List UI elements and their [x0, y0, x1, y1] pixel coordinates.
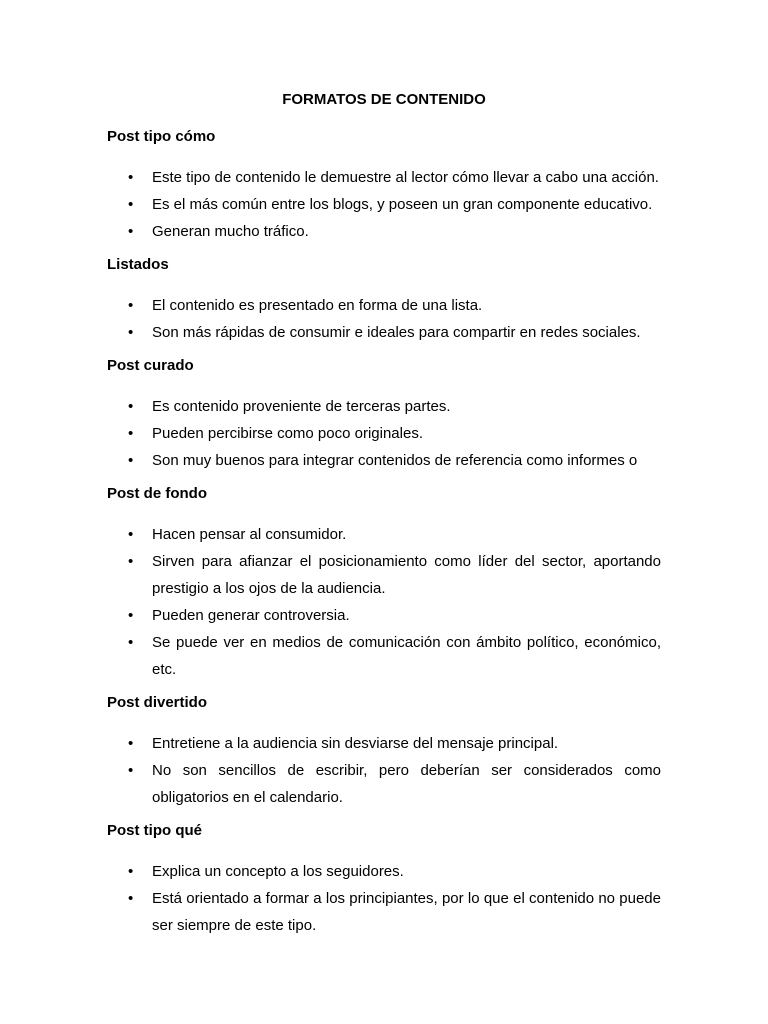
list-item-text: Se puede ver en medios de comunicación con ámbito político, económico, etc.	[152, 634, 661, 678]
list-item-text: Explica un concepto a los seguidores.	[152, 863, 404, 880]
list-item-text: Entretiene a la audiencia sin desviarse del mensaje principal.	[152, 735, 559, 752]
bullet-icon: •	[128, 607, 134, 624]
bullet-list	[107, 292, 661, 346]
list-item	[107, 548, 661, 602]
bullet-icon: •	[128, 223, 134, 240]
bullet-list	[107, 858, 661, 939]
section-heading: Post tipo qué	[107, 822, 202, 839]
list-item	[107, 447, 661, 474]
list-item	[107, 730, 661, 757]
list-item	[107, 191, 661, 218]
document-section	[107, 693, 661, 811]
section-heading: Listados	[107, 256, 169, 273]
bullet-icon: •	[128, 425, 134, 442]
document-page	[107, 90, 661, 949]
section-heading: Post divertido	[107, 694, 208, 711]
list-item-text: Son muy buenos para integrar contenidos de referencia como informes o	[152, 452, 638, 469]
list-item-text: Es contenido proveniente de terceras partes.	[152, 398, 451, 415]
list-item-text: Este tipo de contenido le demuestre al lector cómo llevar a cabo una acción.	[152, 169, 659, 186]
list-item	[107, 292, 661, 319]
bullet-list	[107, 164, 661, 245]
document-body	[107, 127, 661, 939]
document-title: FORMATOS DE CONTENIDO	[282, 91, 486, 108]
list-item	[107, 602, 661, 629]
bullet-icon: •	[128, 634, 134, 651]
list-item	[107, 164, 661, 191]
bullet-icon: •	[128, 526, 134, 543]
list-item-text: Generan mucho tráfico.	[152, 223, 309, 240]
list-item-text: Pueden generar controversia.	[152, 607, 350, 624]
section-heading: Post de fondo	[107, 485, 207, 502]
list-item-text: Son más rápidas de consumir e ideales para compartir en redes sociales.	[152, 324, 641, 341]
list-item	[107, 858, 661, 885]
bullet-icon: •	[128, 735, 134, 752]
list-item	[107, 521, 661, 548]
list-item-text: No son sencillos de escribir, pero deberían ser considerados como obligatorios en el calendario.	[152, 762, 661, 806]
document-section	[107, 821, 661, 939]
list-item-text: Hacen pensar al consumidor.	[152, 526, 347, 543]
section-heading: Post curado	[107, 357, 194, 374]
section-heading: Post tipo cómo	[107, 128, 216, 145]
list-item-text: Es el más común entre los blogs, y poseen un gran componente educativo.	[152, 196, 653, 213]
list-item	[107, 319, 661, 346]
list-item	[107, 393, 661, 420]
document-section	[107, 127, 661, 245]
document-section	[107, 484, 661, 683]
list-item-text: Pueden percibirse como poco originales.	[152, 425, 423, 442]
bullet-icon: •	[128, 762, 134, 779]
bullet-icon: •	[128, 890, 134, 907]
list-item	[107, 420, 661, 447]
bullet-list	[107, 730, 661, 811]
list-item	[107, 757, 661, 811]
bullet-list	[107, 521, 661, 683]
list-item-text: Está orientado a formar a los principiantes, por lo que el contenido no puede ser siempre de este tipo.	[152, 890, 661, 934]
bullet-icon: •	[128, 196, 134, 213]
bullet-icon: •	[128, 863, 134, 880]
list-item	[107, 885, 661, 939]
list-item	[107, 629, 661, 683]
bullet-icon: •	[128, 169, 134, 186]
bullet-icon: •	[128, 452, 134, 469]
bullet-icon: •	[128, 398, 134, 415]
bullet-icon: •	[128, 297, 134, 314]
bullet-icon: •	[128, 553, 134, 570]
list-item-text: El contenido es presentado en forma de una lista.	[152, 297, 483, 314]
list-item	[107, 218, 661, 245]
document-section	[107, 255, 661, 346]
list-item-text: Sirven para afianzar el posicionamiento como líder del sector, aportando prestigio a los ojos de la audiencia.	[152, 553, 661, 597]
bullet-list	[107, 393, 661, 474]
document-section	[107, 356, 661, 474]
bullet-icon: •	[128, 324, 134, 341]
